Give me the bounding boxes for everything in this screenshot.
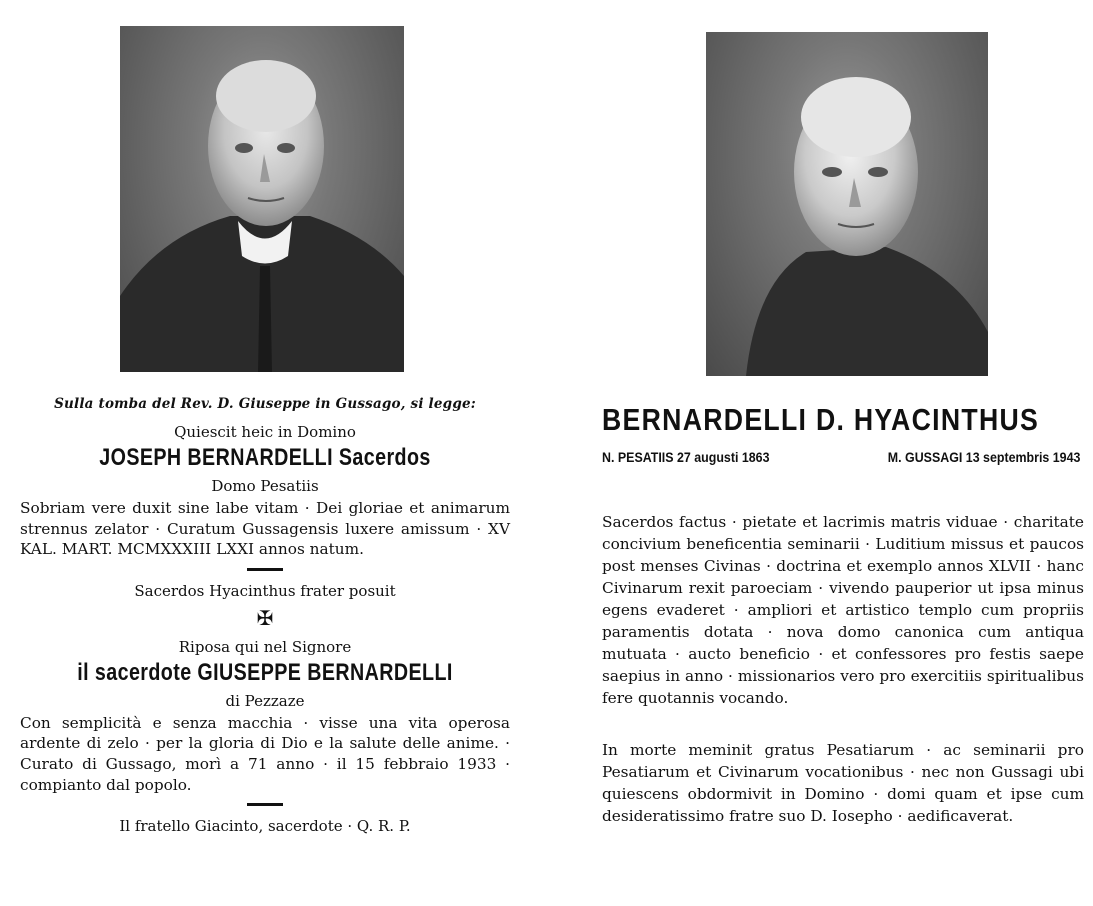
memorial-dates <box>602 450 1080 465</box>
birth-date: N. PESATIIS 27 augusti 1863 <box>602 450 770 465</box>
portrait-photo-left <box>120 26 404 372</box>
latin-name: JOSEPH BERNARDELLI Sacerdos <box>99 444 431 471</box>
latin-intro: Quiescit heic in Domino <box>174 423 356 441</box>
latin-text: Sobriam vere duxit sine labe vitam · Dei gloriae et animarum strennus zelator · Curatum Gussagensis luxere amissum · XV KAL. MART. MCMXXXIII LXXI annos natum. <box>20 499 510 559</box>
right-memorial <box>602 396 1084 827</box>
italian-origin: di Pezzaze <box>225 691 305 710</box>
memorial-paragraph-2: In morte meminit gratus Pesatiarum · ac seminarii pro Pesatiarum et Civinarum vocationibus · nec non Gussagi ubi quiescens obdormivit in Domino · domi quam et ipse cum desideratissimo fratre suo D. Iosepho · aedificaverat. <box>602 741 1084 825</box>
italian-name: il sacerdote GIUSEPPE BERNARDELLI <box>77 658 453 686</box>
death-date: M. GUSSAGI 13 septembris 1943 <box>887 450 1081 465</box>
memorial-paragraph-1: Sacerdos factus · pietate et lacrimis matris viduae · charitate concivium beneficentia seminarii · Luditium missus et paucos post menses Civinas · doctrina et exemplo annos XLVII · hanc Civinarum rexit paroeciam · vivendo pauperior ut ipsa minus egens evaderet · ampliori et artistico templo cum propriis paramentis dotata · nova domo canonica cum antiqua mutuata · aucto beneficio · et confessores pro festis saepe saepius in anno · missionarios vero pro exercitiis spiritualibus fere quotannis vocando. <box>602 513 1084 707</box>
italian-text: Con semplicità e senza macchia · visse una vita operosa ardente di zelo · per la gloria di Dio e la salute delle anime. · Curato di Gussago, morì a 71 anno · il 15 febbraio 1933 · compianto dal popolo. <box>20 713 510 794</box>
left-epitaph <box>20 396 510 836</box>
italian-closing: Il fratello Giacinto, sacerdote · Q. R. P. <box>119 817 411 836</box>
memorial-title: BERNARDELLI D. HYACINTHUS <box>602 402 1040 437</box>
portrait-figure-left <box>120 26 404 372</box>
divider-rule-2 <box>247 803 283 806</box>
latin-posuit: Sacerdos Hyacinthus frater posuit <box>134 581 396 600</box>
portrait-photo-right <box>706 32 988 376</box>
latin-origin: Domo Pesatiis <box>211 477 319 495</box>
italian-intro: Riposa qui nel Signore <box>178 637 352 656</box>
portrait-figure-right <box>706 32 988 376</box>
epitaph-caption: Sulla tomba del Rev. D. Giuseppe in Gussago, si legge: <box>54 396 476 412</box>
cross-icon: ✠ <box>256 605 274 630</box>
divider-rule <box>247 568 283 571</box>
